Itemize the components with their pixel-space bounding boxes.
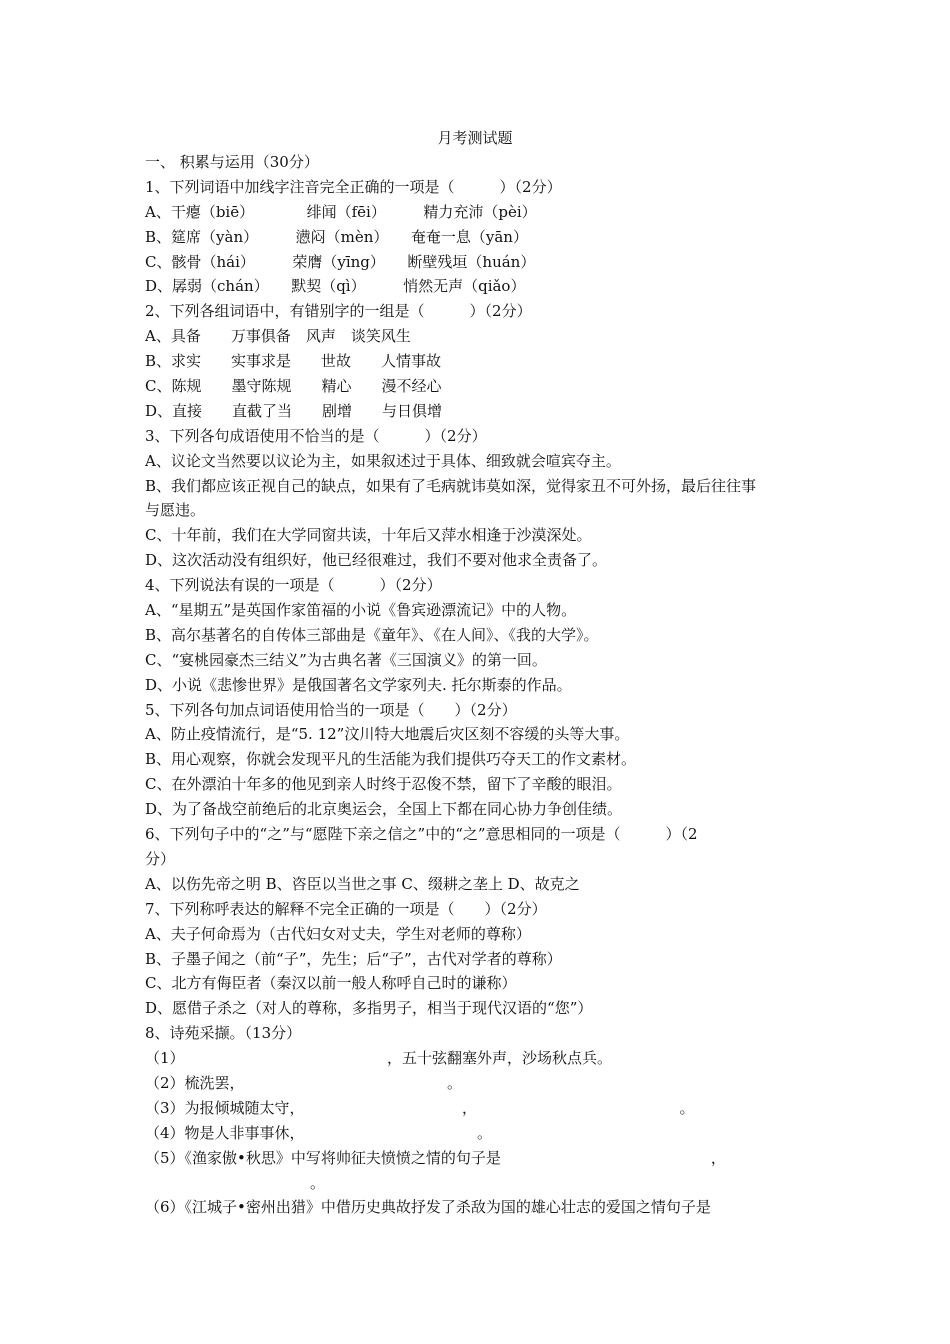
q8-item-3: （3）为报倾城随太守， ， 。: [145, 1098, 695, 1117]
page-title: 月考测试题: [437, 129, 513, 147]
q2-option-d: D、直接 直截了当 剧增 与日俱增: [145, 401, 443, 420]
q3-option-b: B、我们都应该正视自己的缺点，如果有了毛病就讳莫如深，觉得家丑不可外扬，最后往往事: [145, 476, 757, 495]
q7-option-a: A、夫子何命焉为（古代妇女对丈夫，学生对老师的尊称）: [145, 924, 531, 943]
q8-item-4: （4）物是人非事事休， 。: [145, 1123, 493, 1142]
q8-item-1: （1） ，五十弦翻塞外声，沙场秋点兵。: [145, 1049, 613, 1068]
q2-option-b: B、求实 实事求是 世故 人情事故: [145, 352, 442, 371]
question-6-cont: 分）: [145, 849, 176, 868]
question-6: 6、下列句子中的“之”与“愿陛下亲之信之”中的“之”意思相同的一项是（ ）（2: [145, 825, 698, 844]
q3-option-c: C、十年前，我们在大学同窗共读，十年后又萍水相逢于沙漠深处。: [145, 526, 592, 545]
q3-option-a: A、议论文当然要以议论为主，如果叙述过于具体、细致就会喧宾夺主。: [145, 451, 621, 470]
q8-item-5-cont: 。: [145, 1173, 326, 1192]
question-2: 2、下列各组词语中，有错别字的一组是（ ）（2分）: [145, 302, 532, 321]
q4-option-b: B、高尔基著名的自传体三部曲是《童年》、《在人间》、《我的大学》。: [145, 625, 599, 644]
question-1: 1、下列词语中加线字注音完全正确的一项是（ ）（2分）: [145, 177, 562, 196]
q8-item-5: （5）《渔家傲•秋思》中写将帅征夫愤愤之情的句子是 ，: [145, 1148, 726, 1167]
exam-content: [145, 150, 817, 1220]
question-4: 4、下列说法有误的一项是（ ）（2分）: [145, 576, 442, 595]
q5-option-a: A、防止疫情流行，是“5. 12”汶川特大地震后灾区刻不容缓的头等大事。: [145, 725, 630, 744]
q5-option-c: C、在外漂泊十年多的他见到亲人时终于忍俊不禁，留下了辛酸的眼泪。: [145, 775, 622, 794]
q2-option-a: A、具备 万事俱备 风声 谈笑风生: [145, 327, 411, 346]
q7-option-d: D、愿借子杀之（对人的尊称，多指男子，相当于现代汉语的“您”）: [145, 999, 593, 1018]
question-8: 8、诗苑采撷。（13分）: [145, 1024, 302, 1043]
q1-option-b: B、筵席（yàn） 懑闷（mèn） 奄奄一息（yān）: [145, 227, 528, 246]
q8-item-6: （6）《江城子•密州出猎》中借历史典故抒发了杀敌为国的雄心壮志的爱国之情句子是: [145, 1198, 711, 1217]
q7-option-c: C、北方有侮臣者（秦汉以前一般人称呼自己时的谦称）: [145, 974, 517, 993]
q1-option-c: C、骸骨（hái） 荣膺（yīng） 断壁残垣（huán）: [145, 252, 536, 271]
q4-option-c: C、“宴桃园豪杰三结义”为古典名著《三国演义》的第一回。: [145, 650, 547, 669]
q2-option-c: C、陈规 墨守陈规 精心 漫不经心: [145, 377, 442, 396]
q7-option-b: B、子墨子闻之（前“子”，先生；后“子”，古代对学者的尊称）: [145, 949, 562, 968]
q4-option-d: D、小说《悲惨世界》是俄国著名文学家列夫. 托尔斯泰的作品。: [145, 675, 572, 694]
q1-option-d: D、孱弱（chán） 默契（qì） 悄然无声（qiǎo）: [145, 277, 526, 296]
q6-options: A、以伤先帝之明 B、咨臣以当世之事 C、缀耕之垄上 D、故克之: [145, 874, 580, 893]
q5-option-d: D、为了备战空前绝后的北京奥运会，全国上下都在同心协力争创佳绩。: [145, 800, 623, 819]
q3-option-d: D、这次活动没有组织好，他已经很难过，我们不要对他求全责备了。: [145, 551, 608, 570]
section-heading: 一、 积累与运用（30分）: [145, 153, 319, 171]
q5-option-b: B、用心观察，你就会发现平凡的生活能为我们提供巧夺天工的作文素材。: [145, 750, 637, 769]
q1-option-a: A、干瘪（biē） 绯闻（fēi） 精力充沛（pèi）: [145, 202, 537, 221]
q3-option-b-cont: 与愿违。: [145, 501, 206, 520]
question-5: 5、下列各句加点词语使用恰当的一项是（ ）（2分）: [145, 700, 517, 719]
question-7: 7、下列称呼表达的解释不完全正确的一项是（ ）（2分）: [145, 899, 547, 918]
q4-option-a: A、“星期五”是英国作家笛福的小说《鲁宾逊漂流记》中的人物。: [145, 601, 577, 620]
question-3: 3、下列各句成语使用不恰当的是（ ）（2分）: [145, 426, 487, 445]
q8-item-2: （2）梳洗罢， 。: [145, 1073, 463, 1092]
